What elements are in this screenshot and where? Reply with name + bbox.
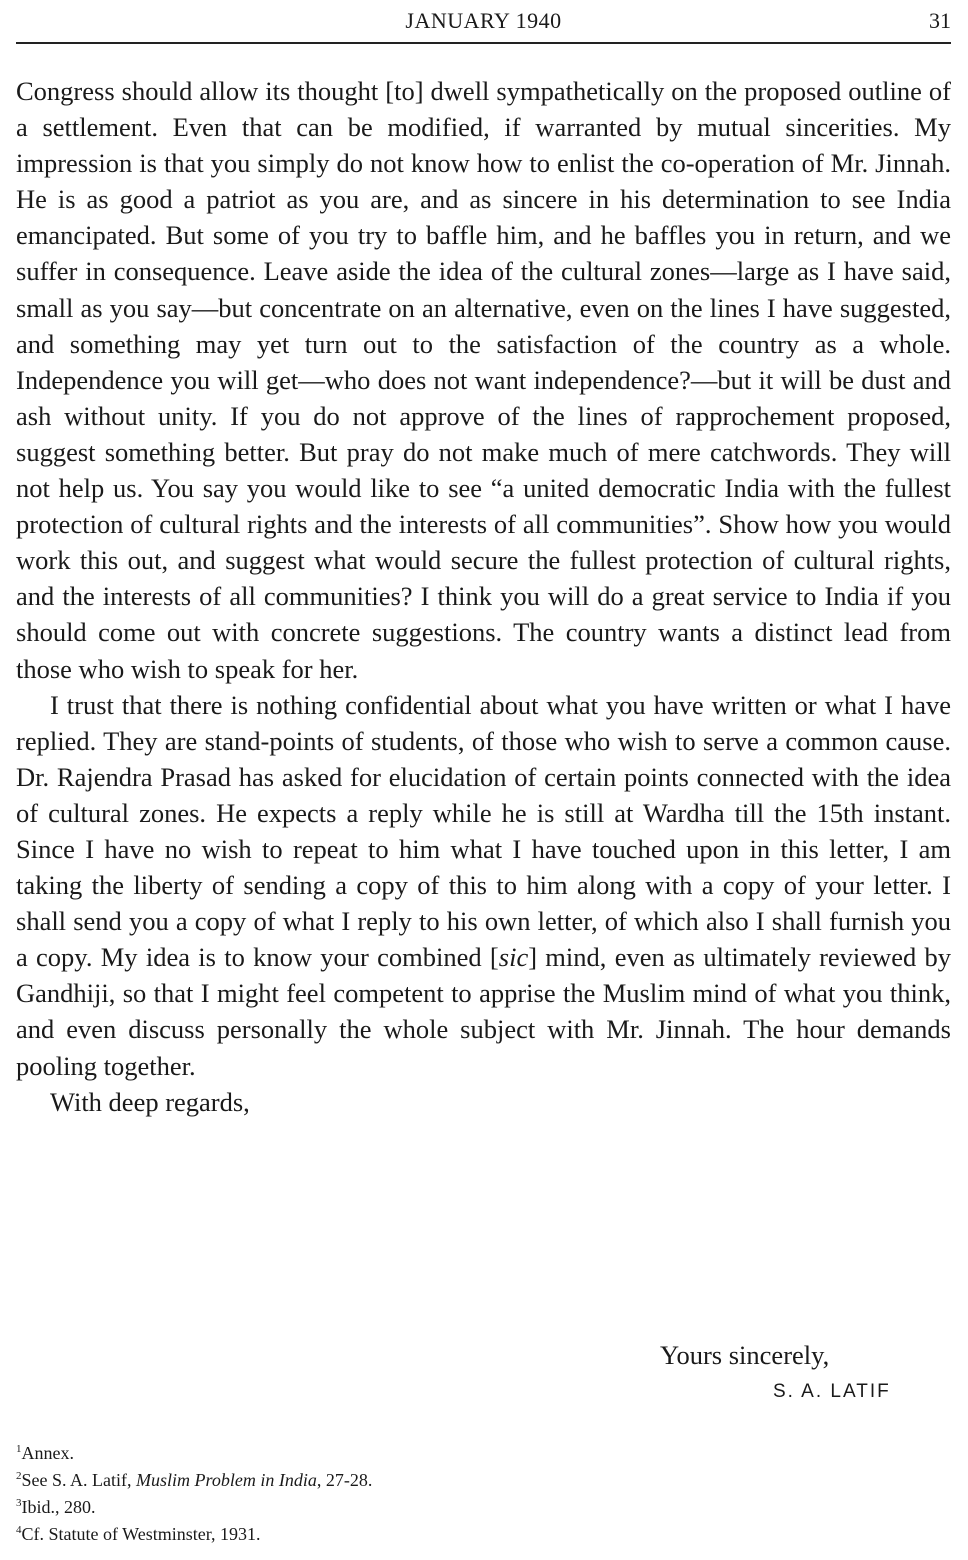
valediction: Yours sincerely, xyxy=(660,1340,830,1370)
running-header xyxy=(16,4,951,40)
footnote-marker: 1 xyxy=(16,1443,22,1455)
footnote-3 xyxy=(16,1494,951,1521)
signature-name: S. A. LATIF xyxy=(773,1381,891,1402)
letter-body xyxy=(16,73,951,1120)
footnote-marker: 3 xyxy=(16,1497,22,1509)
page-number: 31 xyxy=(929,8,951,33)
footnote-marker: 4 xyxy=(16,1524,22,1536)
footnote-text: Ibid., 280. xyxy=(21,1497,96,1517)
header-title: JANUARY 1940 xyxy=(405,8,562,33)
footnote-text: Cf. Statute of Westminster, 1931. xyxy=(21,1524,261,1544)
sic-annotation: sic xyxy=(498,942,529,973)
footnote-marker: 2 xyxy=(16,1470,22,1482)
body-paragraph-2-text-a: I trust that there is nothing confidential about what you have written or what I have replied. They are stand-points of students, of those who wish to serve a common cause. Dr. Rajendra Prasad has asked for elucidation of certain points connected with the idea of cultural zones. He expects a reply while he is still at Wardha till the 15th instant. Since I have no wish to repeat to him what I have touched upon in this letter, I am taking the liberty of sending a copy of this to him along with a copy of your letter. I shall send you a copy of what I reply to his own letter, of which also I shall furnish you a copy. My idea is to know your combined [ xyxy=(16,689,951,973)
footnote-2 xyxy=(16,1467,951,1494)
footnote-4 xyxy=(16,1521,951,1548)
header-rule xyxy=(16,42,951,44)
body-paragraph-2-text-b: ] mind, even as ultimately reviewed by Gandhiji, so that I might feel competent to apprise the Muslim mind of what you think, and even discuss personally the whole subject with Mr. Jinnah. The hour demands pooling together. xyxy=(16,942,951,1081)
footnote-text: , 27-28. xyxy=(316,1470,373,1490)
footnote-1 xyxy=(16,1440,951,1467)
footnotes xyxy=(16,1440,951,1548)
footnote-text: See S. A. Latif, xyxy=(21,1470,136,1490)
body-paragraph-2 xyxy=(16,687,951,1084)
footnote-book-title: Muslim Problem in India xyxy=(136,1470,317,1490)
body-paragraph-1: Congress should allow its thought [to] dwell sympathetically on the proposed outline of a settlement. Even that can be modified, if warranted by mutual sincerities. My impression is that you simply do not know how to enlist the co-operation of Mr. Jinnah. He is as good a patriot as you are, and as sincere in his determination to see India emancipated. But some of you try to baffle him, and he baffles you in return, and we suffer in consequence. Leave aside the idea of the cultural zones—large as I have said, small as you say—but concentrate on an alternative, even on the lines I have suggested, and something may yet turn out to the satisfaction of the country as a whole. Independence you will get—who does not want independence?—but it will be dust and ash without unity. If you do not approve of the lines of rapprochement proposed, suggest something better. But pray do not make much of mere catchwords. They will not help us. You say you would like to see “a united democratic India with the fullest protection of cultural rights and the interests of all communities”. Show how you would work this out, and suggest what would secure the fullest protection of cultural rights, and the interests of all communities? I think you will do a great service to India if you should come out with concrete suggestions. The country wants a distinct lead from those who wish to speak for her. xyxy=(16,76,951,684)
footnote-text: Annex. xyxy=(21,1443,74,1463)
salutation: With deep regards, xyxy=(50,1086,250,1117)
